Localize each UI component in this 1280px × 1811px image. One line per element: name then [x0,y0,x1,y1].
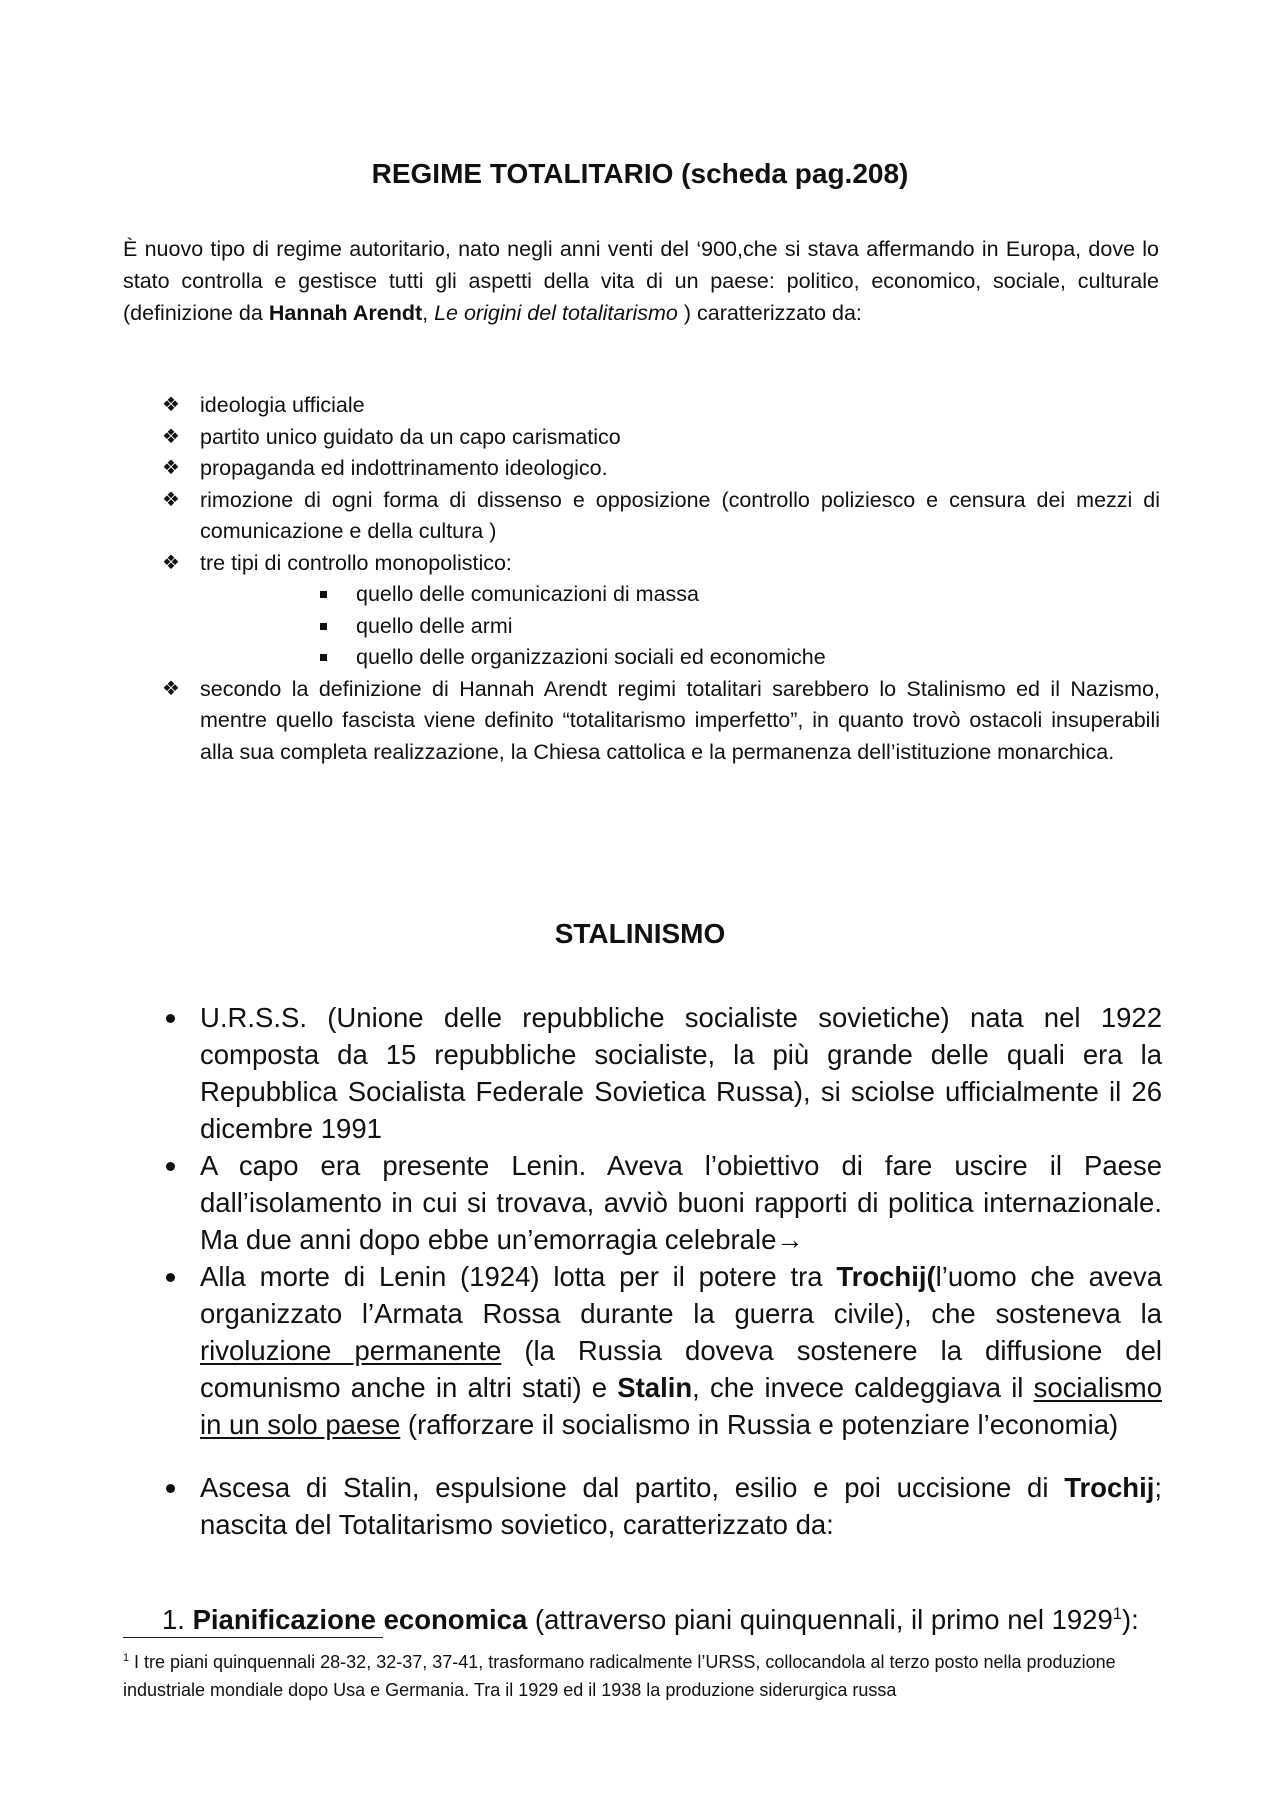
footnote-text: I tre piani quinquennali 28-32, 32-37, 37-41, trasformano radicalmente l’URSS, collocandola al terzo posto nella produzione industriale mondiale dopo Usa e Germania. Tra il 1929 ed il 1938 la produzione siderurgica russa [123,1652,1116,1700]
diamond-bullet-icon: ❖ [162,425,180,448]
name-trochij: Trochij( [836,1261,936,1292]
diamond-bullet-icon: ❖ [162,457,180,479]
numbered-item [162,1596,1162,1638]
bullet-icon [166,1484,175,1493]
bullet-icon [166,1273,175,1282]
list-item [200,1147,1162,1258]
list-item-text: secondo la definizione di Hannah Arendt regimi totalitari sarebbero lo Stalinismo ed il Nazismo, mentre quello fascista viene definito “totalitarismo imperfetto”, in quanto trovò ostacoli insuperabili alla sua completa realizzazione, la Chiesa cattolica e la permanenza dell’istituzione monarchica. [200,676,1160,764]
section-title-regime-totalitario: REGIME TOTALITARIO (scheda pag.208) [371,158,909,189]
intro-paragraph [123,233,1159,329]
item-number: 1. [162,1604,185,1636]
footnote-separator [123,1637,383,1638]
sublist-item [356,611,1160,643]
square-bullet-icon [320,654,327,661]
list-item [162,674,1160,769]
list-item [200,1469,1162,1543]
list-item-text: A capo era presente Lenin. Aveva l’obiettivo di fare uscire il Paese dall’isolamento in cui si trovava, avviò buoni rapporti di politica internazionale. Ma due anni dopo ebbe un’emorragia celebrale [200,1150,1162,1255]
list-item-text: propaganda ed indottrinamento ideologico. [200,456,608,480]
bullet-icon [166,1014,175,1023]
list-item-text: ideologia ufficiale [200,393,365,417]
item-text-end: ): [1121,1604,1139,1636]
list-item [162,422,1160,454]
sublist-item [356,579,1160,611]
footnote [123,1644,1159,1704]
underlined-term: socialismo in un solo paese [200,1372,1162,1440]
list-item [162,390,1160,422]
sublist-item [356,642,1160,674]
item-heading: Pianificazione economica [192,1604,528,1636]
diamond-bullet-icon: ❖ [162,394,180,416]
list-item [200,999,1162,1147]
intro-text: È nuovo tipo di regime autoritario, nato negli anni venti del ‘900,che si stava affermando in Europa, dove lo stato controlla e gestisce tutti gli aspetti della vita di un paese: politico, economico, sociale, culturale (definizione da [123,237,1159,325]
diamond-bullet-icon: ❖ [162,551,180,574]
list-item [200,1258,1162,1443]
list-item-text: ; nascita del Totalitarismo sovietico, caratterizzato da: [200,1472,1162,1540]
list-item-text: Ascesa di Stalin, espulsione dal partito, esilio e poi uccisione di [200,1472,1065,1503]
square-bullet-icon [320,591,327,598]
sublist-item-text: quello delle armi [356,613,513,638]
list-item-text: (la Russia doveva sostenere la diffusione del comunismo anche in altri stati) e [200,1335,1162,1403]
stalinismo-list [200,999,1162,1543]
intro-comma: , [422,301,435,325]
sublist-item-text: quello delle organizzazioni sociali ed economiche [356,645,826,669]
list-item-text: l’uomo che aveva organizzato l’Armata Rossa durante la guerra civile), che sosteneva la [200,1261,1163,1329]
control-types-sublist [356,579,1160,674]
list-item-text: (rafforzare il socialismo in Russia e potenziare l’economia) [400,1409,1119,1440]
footnote-mark: 1 [123,1652,130,1664]
list-item-text: rimozione di ogni forma di dissenso e opposizione (controllo poliziesco e censura dei mezzi di comunicazione e della cultura ) [200,487,1160,543]
diamond-bullet-icon: ❖ [162,488,180,511]
spacer [200,1443,1162,1469]
list-item-text: tre tipi di controllo monopolistico: [200,550,512,575]
name-stalin: Stalin [617,1372,693,1403]
sublist-item-text: quello delle comunicazioni di massa [356,582,699,606]
list-item [162,485,1160,548]
name-trochij: Trochij [1064,1472,1155,1503]
diamond-bullet-icon: ❖ [162,677,180,700]
list-item-text: , che invece caldeggiava il [692,1372,1034,1403]
characteristics-list [162,390,1160,768]
list-item-text: partito unico guidato da un capo carismatico [200,424,621,449]
right-arrow-icon: → [776,1224,804,1255]
square-bullet-icon [320,623,327,630]
footnote-reference[interactable]: 1 [1112,1605,1122,1623]
list-item [162,453,1160,485]
section-title-stalinismo: STALINISMO [554,918,726,949]
author-name: Hannah Arendt [268,301,423,325]
bullet-icon [166,1162,175,1171]
intro-text-end: ) caratterizzato da: [677,301,862,325]
list-item-text: U.R.S.S. (Unione delle repubbliche socialiste sovietiche) nata nel 1922 composta da 15 repubbliche socialiste, la più grande delle quali era la Repubblica Socialista Federale Sovietica Russa), si sciolse ufficialmente il 26 dicembre 1991 [200,1002,1162,1144]
book-title: Le origini del totalitarismo [434,301,678,325]
list-item-text: Alla morte di Lenin (1924) lotta per il potere tra [200,1261,837,1292]
item-text: (attraverso piani quinquennali, il primo nel 1929 [527,1604,1113,1636]
list-item [162,548,1160,674]
underlined-term: rivoluzione permanente [200,1335,502,1366]
